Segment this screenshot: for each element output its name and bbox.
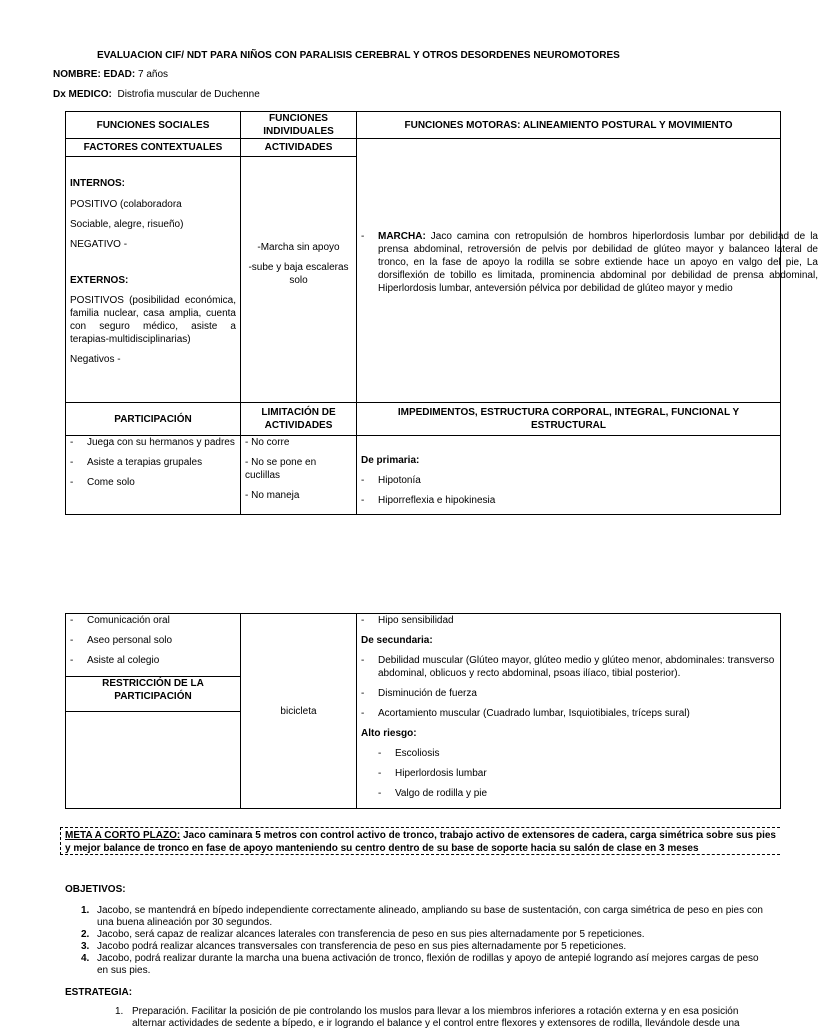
- gait-description-cell: - MARCHA: Jaco camina con retropulsión de hombros hiperlordosis lumbar por debilidad de la prensa abdominal, retroversión de pelvis por debilidad de glúteo mayor y balanceo lateral de tronco, en la fase de apoyo la rodilla se sobre extiende hace un apoyo en valgo del pie, La dorsiflexión de tobillo es limitada, prominencia abdominal por debilidad de prensa abdominal, Hiperlordosis lumbar, anteversión pélvica por debilidad de glúteo mayor y medio: [357, 139, 781, 403]
- contextual-factors-cell: [66, 157, 241, 403]
- objective-text: Jacobo, podrá realizar durante la marcha una buena activación de tronco, flexión de rodillas y apoyo de antepié logrando así mejores cargas de peso en sus pies.: [97, 953, 759, 976]
- internal-positive-traits: Sociable, alegre, risueño): [70, 219, 184, 230]
- risk-item: - Valgo de rodilla y pie: [378, 787, 776, 800]
- risk-item: - Escoliosis: [378, 747, 776, 760]
- patient-name-row: [53, 69, 168, 80]
- limitation-item: - No corre: [245, 437, 290, 448]
- age-value: 7 años: [138, 69, 169, 80]
- limitation-item: - No maneja: [245, 490, 300, 501]
- objective-item: [65, 941, 770, 953]
- strategy-label: ESTRATEGIA:: [65, 987, 133, 998]
- participation-restriction-cell: [66, 614, 241, 809]
- document-title: EVALUACION CIF/ NDT PARA NIÑOS CON PARALISIS CEREBRAL Y OTROS DESORDENES NEUROMOTORES: [97, 50, 620, 61]
- impairments-cell: [357, 436, 781, 515]
- objective-item: [65, 953, 770, 977]
- objective-text: Jacobo, se mantendrá en bípedo independiente correctamente alineado, ampliando su base de sustentación, con carga simétrica de peso en pies con una buena alineación por 30 segundos.: [97, 905, 763, 928]
- short-term-goal: [60, 827, 780, 855]
- limitation-cell: bicicleta: [241, 614, 357, 809]
- participation-item: - Come solo: [70, 476, 236, 489]
- icf-table-page2: [65, 613, 781, 809]
- risk-item: - Hiperlordosis lumbar: [378, 767, 776, 780]
- activity-item: -Marcha sin apoyo: [257, 242, 340, 253]
- dx-value: Distrofia muscular de Duchenne: [117, 89, 260, 100]
- strategy-number: 1.: [115, 1006, 124, 1017]
- impairments-cell-continued: [357, 614, 781, 809]
- internal-negative: NEGATIVO -: [70, 239, 128, 250]
- diagnosis-row: [53, 89, 260, 100]
- header-participation: PARTICIPACIÓN: [66, 403, 241, 436]
- objective-text: Jacobo, será capaz de realizar alcances laterales con transferencia de peso en sus pies alternadamente por 5 repeticiones.: [97, 929, 645, 940]
- secondary-item: - Acortamiento muscular (Cuadrado lumbar, Isquiotibiales, tríceps sural): [361, 707, 776, 720]
- header-individual-functions: FUNCIONES INDIVIDUALES: [241, 112, 357, 139]
- header-participation-restriction: RESTRICCIÓN DE LA PARTICIPACIÓN: [66, 676, 240, 712]
- participation-item: - Asiste al colegio: [70, 654, 236, 667]
- primary-item: - Hipotonía: [361, 474, 776, 487]
- objective-text: Jacobo podrá realizar alcances transversales con transferencia de peso en sus pies alternadamente por 5 repeticiones.: [97, 941, 627, 952]
- participation-item: - Comunicación oral: [70, 614, 236, 627]
- objectives-list: [65, 905, 770, 977]
- activity-item: -sube y baja escaleras solo: [248, 262, 349, 286]
- gait-text: Jaco camina con retropulsión de hombros hiperlordosis lumbar por debilidad de la prensa abdominal, retroversión de pelvis por debilidad de glúteo mayor y balanceo lateral de tronco, en la fase de apoyo la rodilla se sobre extiende hace un apoyo en valgo del pie, La dorsiflexión de tobillo es limitada, prominencia abdominal por debilidad de prensa abdominal, Hiperlordosis lumbar, anteversión pélvica por debilidad de glúteo mayor y medio: [378, 231, 818, 294]
- objective-number: 2.: [81, 929, 90, 940]
- header-impairments: IMPEDIMENTOS, ESTRUCTURA CORPORAL, INTEGRAL, FUNCIONAL Y ESTRUCTURAL: [357, 403, 781, 436]
- short-term-goal-text: Jaco caminara 5 metros con control activo de tronco, trabajo activo de extensores de cadera, carga simétrica sobre sus pies y mejor balance de tronco en fase de apoyo manteniendo su centro dentro de su base de soporte hacia su salón de clase en 3 meses: [65, 830, 776, 854]
- objective-number: 4.: [81, 953, 90, 964]
- activities-cell: [241, 157, 357, 403]
- limitation-cell: [241, 436, 357, 515]
- objective-number: 1.: [81, 905, 90, 916]
- strategy-text: Preparación. Facilitar la posición de pie controlando los muslos para llevar a los miembros inferiores a rotación externa y en esa posición alternar actividades de sedente a bípedo, e ir logrando el balance y el control entre flexores y extensores de rodilla, llevándole desde una: [132, 1006, 740, 1029]
- short-term-goal-label: META A CORTO PLAZO:: [65, 830, 181, 841]
- objectives-label: OBJETIVOS:: [65, 884, 126, 895]
- secondary-item: - Debilidad muscular (Glúteo mayor, glúteo medio y glúteo menor, abdominales: transverso abdominal, oblicuos y recto abdominal, psoas ilíaco, tibial posterior).: [361, 654, 798, 680]
- participation-item: - Aseo personal solo: [70, 634, 236, 647]
- name-age-label: NOMBRE: EDAD:: [53, 69, 136, 80]
- header-contextual-factors: FACTORES CONTEXTUALES: [66, 139, 241, 157]
- strategy-item: [115, 1006, 770, 1030]
- participation-item: - Asiste a terapias grupales: [70, 456, 236, 469]
- primary-item: - Hiporreflexia e hipokinesia: [361, 494, 776, 507]
- limitation-item: - No se pone en cuclillas: [245, 457, 317, 481]
- objective-item: [65, 905, 770, 929]
- header-activity-limitation: LIMITACIÓN DE ACTIVIDADES: [241, 403, 357, 436]
- primary-label: De primaria:: [361, 455, 420, 466]
- header-social-functions: FUNCIONES SOCIALES: [66, 112, 241, 139]
- header-motor-functions: FUNCIONES MOTORAS: ALINEAMIENTO POSTURAL Y MOVIMIENTO: [357, 112, 781, 139]
- secondary-item: - Disminución de fuerza: [361, 687, 776, 700]
- gait-label: MARCHA:: [378, 231, 426, 242]
- primary-item: - Hipo sensibilidad: [361, 614, 776, 627]
- external-negative: Negativos -: [70, 354, 121, 365]
- participation-item: - Juega con su hermanos y padres: [70, 436, 236, 449]
- secondary-label: De secundaria:: [361, 635, 433, 646]
- internal-factors-label: INTERNOS:: [70, 178, 125, 189]
- participation-cell: [66, 436, 241, 515]
- dx-label: Dx MEDICO:: [53, 89, 112, 100]
- external-factors-label: EXTERNOS:: [70, 275, 129, 286]
- header-activities: ACTIVIDADES: [241, 139, 357, 157]
- external-positive: POSITIVOS (posibilidad económica, familia nuclear, casa amplia, cuenta con seguro médico, asiste a terapias-multidisciplinarias): [70, 295, 236, 345]
- risk-label: Alto riesgo:: [361, 728, 417, 739]
- internal-positive: POSITIVO (colaboradora: [70, 199, 182, 210]
- icf-table-page1: [65, 111, 818, 515]
- objective-number: 3.: [81, 941, 90, 952]
- objective-item: [65, 929, 770, 941]
